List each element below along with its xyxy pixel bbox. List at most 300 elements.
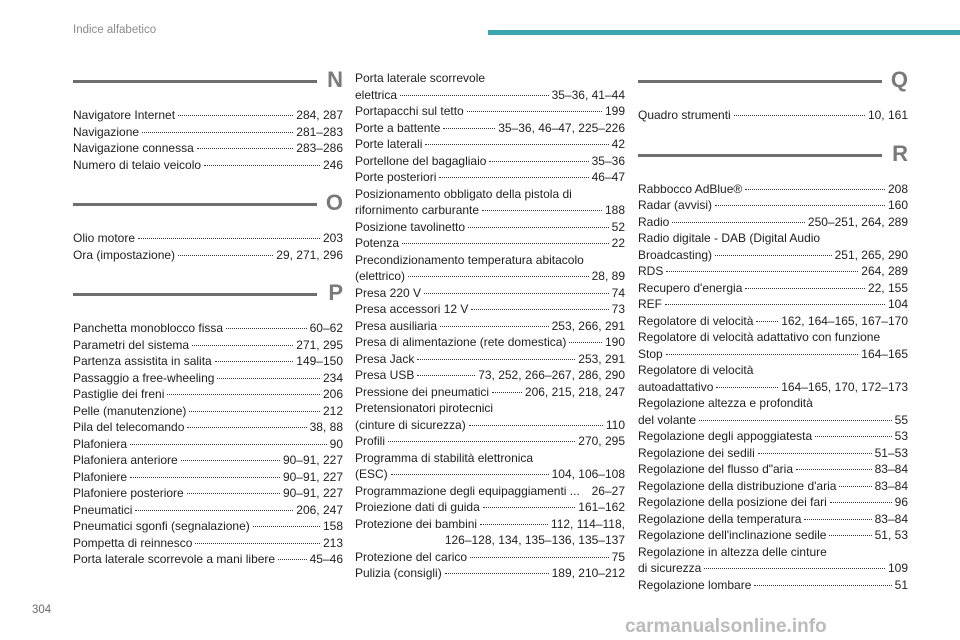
index-entry-term: Porte posteriori	[355, 170, 437, 184]
index-entry-row	[355, 301, 625, 318]
index-entry-term: Programmazione degli equipaggiamenti ...	[355, 483, 580, 498]
index-entry-term: Porta laterale scorrevole a mani libere	[73, 552, 276, 566]
dot-leader	[445, 573, 549, 574]
index-entry-pages: 234	[322, 370, 343, 385]
index-entry-pages: 46–47	[591, 170, 625, 184]
index-entry-pages: 26–27	[591, 483, 625, 498]
index-entry-pages: 199	[604, 104, 625, 118]
index-entry-term: Regolatore di velocità	[638, 313, 754, 328]
section-divider	[73, 293, 317, 296]
index-entry-pages: 96	[894, 495, 908, 509]
index-entry-row	[355, 565, 625, 582]
index-entry-row	[73, 247, 343, 264]
index-entry-term: rifornimento carburante	[355, 203, 480, 217]
dot-leader	[468, 227, 609, 228]
index-entry-term: Regolazione degli appoggiatesta	[638, 429, 813, 443]
index-entry-pages: 109	[887, 561, 908, 575]
dot-leader	[391, 474, 549, 475]
index-entry-term: Plafoniere	[73, 469, 128, 484]
index-entry-row	[638, 247, 908, 264]
dot-leader	[716, 387, 778, 388]
index-entry	[73, 502, 343, 519]
index-entry-row	[73, 124, 343, 141]
index-entry	[638, 181, 908, 198]
index-entry	[638, 197, 908, 214]
index-entry-row	[355, 235, 625, 252]
index-entry	[638, 461, 908, 478]
index-entry-term: Pressione dei pneumatici	[355, 384, 490, 399]
index-entry	[638, 263, 908, 280]
index-entry	[355, 219, 625, 236]
index-entry-term: Presa di alimentazione (rete domestica)	[355, 335, 567, 349]
index-entry-pages: 253, 266, 291	[551, 318, 625, 333]
index-entry-term: Presa ausiliaria	[355, 318, 438, 333]
index-entry-term: Pulizia (consigli)	[355, 566, 442, 580]
index-entry-row	[73, 353, 343, 370]
index-entry-row	[638, 478, 908, 495]
index-entry	[73, 485, 343, 502]
index-entry-pages: 161–162	[578, 500, 625, 514]
dot-leader	[138, 238, 320, 239]
index-entry	[355, 565, 625, 582]
dot-leader	[189, 411, 320, 412]
index-entry-term: Plafoniere posteriore	[73, 486, 184, 500]
dot-leader	[839, 486, 871, 487]
index-entry-row	[638, 560, 908, 577]
index-entry-term: (ESC)	[355, 467, 388, 481]
section-header	[638, 140, 908, 181]
index-entry-term: del volante	[638, 412, 697, 427]
index-entry	[355, 433, 625, 450]
index-entry-row	[73, 436, 343, 453]
dot-leader	[745, 288, 865, 289]
index-entry-term: Ora (impostazione)	[73, 247, 176, 262]
index-entry-row	[73, 502, 343, 519]
dot-leader	[192, 345, 293, 346]
dot-leader	[408, 276, 589, 277]
dot-leader	[253, 526, 320, 527]
index-entry	[638, 362, 908, 395]
index-entry-pages: 75	[611, 549, 625, 564]
dot-leader	[666, 354, 859, 355]
index-entry-pages: 38, 88	[309, 420, 343, 434]
dot-leader	[195, 543, 320, 544]
index-entry-row	[638, 313, 908, 330]
index-entry-term: (cinture di sicurezza)	[355, 417, 466, 432]
dot-leader	[181, 460, 280, 461]
index-entry-term: Panchetta monoblocco fissa	[73, 321, 224, 335]
index-entry-pages: 10, 161	[867, 108, 908, 122]
index-entry-term: Pelle (manutenzione)	[73, 403, 187, 418]
dot-leader	[830, 502, 892, 503]
dot-leader	[754, 585, 891, 586]
index-entry-row	[355, 417, 625, 434]
dot-leader	[187, 493, 280, 494]
index-entry	[73, 535, 343, 552]
index-entry-pages: 28, 89	[591, 269, 625, 283]
index-entry-pages: 22	[611, 236, 625, 250]
index-entry	[638, 280, 908, 297]
dot-leader	[443, 128, 495, 129]
index-entry-pages: 73	[611, 302, 625, 316]
watermark: carmanualsonline.info	[625, 616, 827, 637]
index-entry-row	[73, 452, 343, 469]
index-entry-pages: 29, 271, 296	[276, 247, 343, 262]
index-entry	[355, 483, 625, 500]
index-entry-term-line: Pretensionatori pirotecnici	[355, 401, 494, 415]
index-entry-row	[73, 403, 343, 420]
dot-leader	[569, 342, 602, 343]
index-entry	[638, 428, 908, 445]
index-entry-row	[355, 334, 625, 351]
index-entry-row	[73, 230, 343, 247]
section-divider	[638, 80, 882, 83]
index-entry-term-line: Radio digitale - DAB (Digital Audio	[638, 231, 821, 245]
index-entry-row	[638, 346, 908, 363]
index-entry-row	[638, 428, 908, 445]
index-entry-term: Presa accessori 12 V	[355, 302, 469, 316]
index-entry-pages: 270, 295	[578, 434, 625, 448]
index-entry-row	[73, 485, 343, 502]
page-number: 304	[32, 604, 52, 616]
section-divider	[73, 80, 317, 83]
index-entry-term-line: Programma di stabilità elettronica	[355, 450, 534, 465]
index-entry-row	[73, 551, 343, 568]
index-entry-term: RDS	[638, 264, 664, 278]
index-entry-term: Radar (avvisi)	[638, 198, 713, 212]
index-entry-pages: 206, 215, 218, 247	[524, 384, 625, 399]
index-entry-term: Navigatore Internet	[73, 108, 176, 122]
index-entry-pages: 52	[611, 219, 625, 234]
index-entry-term-line: Regolatore di velocità adattativo con funzione	[638, 330, 881, 344]
dot-leader	[400, 95, 549, 96]
dot-leader	[666, 271, 858, 272]
index-entry-pages: 90	[329, 436, 343, 451]
index-entry-row	[355, 136, 625, 153]
index-entry-pages: 83–84	[874, 511, 908, 526]
index-entry	[355, 169, 625, 186]
index-entry-term: Plafoniera	[73, 436, 128, 451]
index-entry-pages: 35–36	[591, 153, 625, 168]
dot-leader	[197, 148, 294, 149]
index-entry-pages: 281–283	[296, 124, 343, 139]
index-entry-pages: 45–46	[309, 552, 343, 566]
index-entry-row	[73, 107, 343, 124]
index-entry	[355, 136, 625, 153]
index-entry-pages: 164–165	[861, 346, 908, 361]
index-entry-row	[355, 153, 625, 170]
index-entry-pages: 206	[322, 387, 343, 401]
dot-leader	[439, 177, 588, 178]
index-entry-row	[355, 285, 625, 302]
index-entry-pages: 208	[887, 181, 908, 196]
index-entry-term: elettrica	[355, 87, 398, 102]
index-entry-pages: 190	[604, 335, 625, 349]
dot-leader	[489, 161, 588, 162]
index-entry-term-line: Posizionamento obbligato della pistola di	[355, 186, 572, 201]
index-entry	[73, 551, 343, 568]
dot-leader	[796, 469, 872, 470]
index-entry-pages: 83–84	[874, 478, 908, 493]
index-entry-row	[73, 157, 343, 174]
index-entry-row	[638, 412, 908, 429]
dot-leader	[226, 328, 307, 329]
index-entry	[638, 313, 908, 330]
dot-leader	[804, 519, 871, 520]
index-entry-pages: 53	[894, 429, 908, 443]
index-entry-term: Porte a battente	[355, 120, 441, 135]
dot-leader	[142, 132, 293, 133]
dot-leader	[130, 477, 280, 478]
dot-leader	[758, 453, 872, 454]
index-entry	[73, 140, 343, 157]
index-entry-row	[355, 268, 625, 285]
dot-leader	[829, 535, 871, 536]
dot-leader	[217, 378, 320, 379]
dot-leader	[417, 359, 575, 360]
index-entry	[355, 153, 625, 170]
index-entry	[638, 296, 908, 313]
index-entry-pages: 264, 289	[861, 264, 908, 278]
index-entry	[355, 384, 625, 401]
index-entry	[638, 577, 908, 594]
index-entry-term: Pastiglie dei freni	[73, 387, 165, 401]
index-entry	[638, 329, 908, 362]
index-entry-term: Passaggio a free-wheeling	[73, 370, 215, 385]
section-header	[73, 280, 343, 320]
index-entry-term: Broadcasting)	[638, 247, 713, 262]
dot-leader	[672, 222, 805, 223]
index-entry-pages: 251, 265, 290	[834, 247, 908, 262]
index-entry-pages: 90–91, 227	[282, 469, 343, 484]
index-section-continued	[355, 70, 625, 582]
index-entry-row	[355, 466, 625, 483]
section-letter: N	[327, 67, 343, 92]
dot-leader	[704, 568, 885, 569]
index-entry-term: di sicurezza	[638, 561, 702, 575]
index-entry	[355, 285, 625, 302]
index-entry-row	[355, 169, 625, 186]
index-section-r	[638, 140, 908, 594]
index-entry-term: Regolazione della posizione dei fari	[638, 495, 827, 509]
index-entry-row	[638, 461, 908, 478]
index-entry	[73, 436, 343, 453]
index-entry	[73, 337, 343, 354]
index-entry-pages: 283–286	[296, 141, 343, 155]
index-column-1	[73, 67, 343, 588]
index-entry	[355, 367, 625, 384]
index-entry	[73, 230, 343, 247]
index-entry-row	[355, 219, 625, 236]
index-entry-term: Regolazione dei sedili	[638, 445, 755, 460]
section-letter: R	[892, 140, 908, 166]
dot-leader	[187, 427, 306, 428]
index-entry-row	[73, 518, 343, 535]
section-letter: Q	[890, 67, 908, 92]
dot-leader	[756, 321, 778, 322]
index-entry	[73, 469, 343, 486]
index-entry-term: Presa Jack	[355, 351, 415, 366]
index-entry-term: Regolazione della distribuzione d'aria	[638, 478, 837, 493]
index-entry-term: Portellone del bagagliaio	[355, 153, 487, 168]
index-entry-row	[355, 433, 625, 450]
index-entry-row	[355, 202, 625, 219]
section-divider	[638, 154, 882, 157]
index-entry-term-line: Regolazione altezza e profondità	[638, 396, 813, 410]
dot-leader	[480, 524, 548, 525]
dot-leader	[734, 115, 865, 116]
index-entry	[73, 107, 343, 124]
index-entry-pages: 246	[322, 157, 343, 172]
index-entry	[73, 452, 343, 469]
index-entry-pages: 83–84	[874, 462, 908, 476]
index-entry-row	[355, 516, 625, 533]
index-entry	[73, 157, 343, 174]
index-entry-pages: 110	[605, 417, 625, 432]
dot-leader	[715, 255, 832, 256]
index-entry-pages: 55	[894, 412, 908, 427]
index-entry	[638, 478, 908, 495]
index-entry-term: Stop	[638, 346, 663, 361]
dot-leader	[745, 189, 885, 190]
index-entry	[355, 516, 625, 549]
index-entry	[73, 247, 343, 264]
index-entry-pages: 149–150	[296, 354, 343, 368]
index-entry-term: Presa USB	[355, 368, 415, 382]
index-entry-term: Parametri del sistema	[73, 337, 190, 352]
index-entry-pages: 162, 164–165, 167–170	[781, 313, 908, 328]
index-entry-row	[73, 535, 343, 552]
index-entry	[355, 549, 625, 566]
index-entry-row	[355, 87, 625, 104]
index-entry-term: Protezione dei bambini	[355, 516, 478, 531]
index-entry-pages: 213	[322, 535, 343, 550]
index-entry-row	[73, 370, 343, 387]
index-entry-row	[73, 419, 343, 436]
index-entry-pages: 212	[322, 403, 343, 418]
index-entry	[355, 186, 625, 219]
index-entry-term: Quadro strumenti	[638, 108, 731, 122]
index-entry-pages: 160	[887, 198, 908, 212]
index-entry-row	[73, 140, 343, 157]
index-entry-term: Regolazione del flusso d"aria	[638, 462, 794, 476]
index-entry-term: Regolazione lombare	[638, 577, 752, 592]
index-entry-row	[355, 483, 625, 500]
index-entry-pages: 73, 252, 266–267, 286, 290	[478, 368, 625, 382]
index-entry-row	[638, 263, 908, 280]
index-entry	[638, 214, 908, 231]
dot-leader	[482, 210, 602, 211]
dot-leader	[417, 375, 475, 376]
index-entry-row	[355, 499, 625, 516]
dot-leader	[492, 392, 522, 393]
index-entry	[73, 403, 343, 420]
index-entry-term-line: Porta laterale scorrevole	[355, 71, 486, 85]
index-entry-pages: 90–91, 227	[282, 453, 343, 467]
index-entry	[73, 353, 343, 370]
dot-leader	[470, 557, 609, 558]
header-accent-bar	[488, 30, 960, 35]
index-entry	[638, 494, 908, 511]
index-entry	[355, 301, 625, 318]
index-section-q	[638, 67, 908, 124]
index-entry-row	[638, 197, 908, 214]
index-entry-term: Pila del telecomando	[73, 420, 185, 434]
index-entry-term: Presa 220 V	[355, 285, 422, 300]
index-entry-term: Regolazione dell'inclinazione sedile	[638, 528, 827, 542]
index-entry-row	[355, 103, 625, 120]
index-entry-pages: 203	[322, 231, 343, 245]
index-entry-term: Regolazione della temperatura	[638, 511, 802, 526]
index-entry-pages: 253, 291	[578, 351, 625, 366]
index-entry-row	[73, 469, 343, 486]
index-entry-term: Plafoniera anteriore	[73, 453, 178, 467]
index-entry	[355, 235, 625, 252]
index-entry	[355, 318, 625, 335]
index-entry-term: Navigazione connessa	[73, 141, 194, 155]
index-entry-pages: 51	[894, 577, 908, 592]
index-entry-row	[355, 351, 625, 368]
dot-leader	[402, 243, 609, 244]
index-entry-pages: 189, 210–212	[551, 566, 625, 580]
index-section-o	[73, 190, 343, 263]
dot-leader	[815, 436, 892, 437]
index-entry-pages: 22, 155	[867, 280, 908, 295]
index-entry-term: Partenza assistita in salita	[73, 354, 212, 368]
index-entry-term: autoadattativo	[638, 379, 714, 394]
index-entry-term: Profili	[355, 434, 386, 448]
index-entry-term: Proiezione dati di guida	[355, 500, 480, 514]
index-entry-pages: 250–251, 264, 289	[807, 214, 908, 229]
index-entry-row	[638, 296, 908, 313]
dot-leader	[425, 144, 608, 145]
index-entry	[355, 120, 625, 137]
index-entry-term: Recupero d'energia	[638, 280, 743, 295]
index-entry-pages: 284, 287	[296, 108, 343, 122]
index-entry	[355, 450, 625, 483]
index-entry-term: Potenza	[355, 236, 400, 250]
index-entry-row	[638, 445, 908, 462]
index-entry-pages: 112, 114–118,	[550, 516, 625, 531]
dot-leader	[167, 394, 320, 395]
dot-leader	[178, 255, 273, 256]
index-entry-pages: 35–36, 41–44	[551, 87, 625, 102]
index-entry	[638, 445, 908, 462]
dot-leader	[665, 304, 885, 305]
section-header	[73, 67, 343, 107]
index-entry	[638, 527, 908, 544]
index-entry-row	[355, 318, 625, 335]
index-entry-pages: 42	[611, 137, 625, 151]
dot-leader	[483, 507, 576, 508]
index-section-p	[73, 280, 343, 568]
index-entry	[73, 124, 343, 141]
index-entry	[355, 334, 625, 351]
index-entry-pages: 206, 247	[296, 502, 343, 517]
index-entry-pages: 164–165, 170, 172–173	[781, 379, 908, 394]
index-entry-row	[73, 386, 343, 403]
index-entry-row	[638, 379, 908, 396]
dot-leader	[699, 420, 892, 421]
index-entry-term: Pneumatici	[73, 502, 133, 517]
index-entry-row	[638, 494, 908, 511]
index-entry-pages: 74	[611, 285, 625, 300]
index-entry-term-line: Regolazione in altezza delle cinture	[638, 544, 827, 559]
index-entry-row	[638, 107, 908, 124]
index-entry-term: Radio	[638, 214, 670, 229]
index-entry-term: Posizione tavolinetto	[355, 219, 466, 234]
index-entry	[73, 386, 343, 403]
